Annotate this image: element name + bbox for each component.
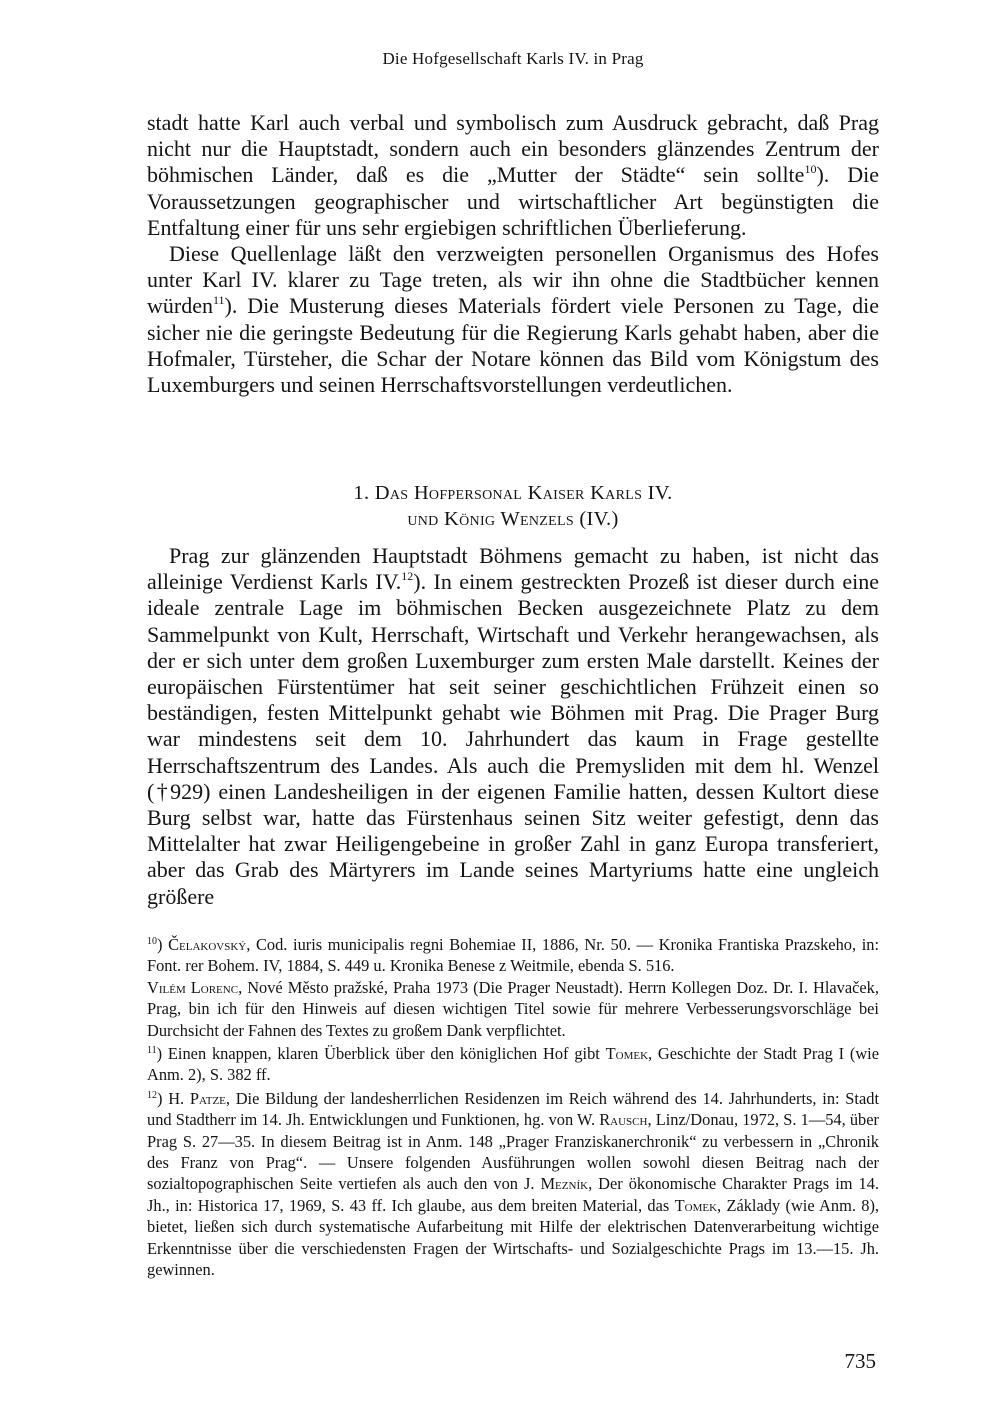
paragraph-1-text-cont: ). Die Voraussetzungen geographischer und wirtschaftlicher Art begünstigten die Entfaltung einer für uns sehr ergiebigen schriftlichen Überlieferung. [147,162,879,240]
footnote-text: , Geschichte der Stadt Prag I (wie Anm. 2), S. 382 ff. [147,1044,879,1085]
section-heading-line-2: und König Wenzels (IV.) [407,508,619,530]
footnote-marker-12: 12 [147,1089,157,1101]
footnote-12: $^{12}$) H. Patze, Die Bildung der landesherrlichen Residenzen im Reich während des 14. Jahrhunderts, in: Stadt und Stadtherr im 14. Jh. Entwicklungen und Funktionen, hg. von W. Rausch, Linz/Donau, 1972, S. 1—54, über Prag S. 27—35. In diesem Beitrag ist in Anm. 148 „Prager Franziskanerchronik“ zu verbessern in „Chronik des Franz von Prag“. — Unsere folgenden Ausführungen wollen sowohl diesen Beitrag nach der sozialtopographischen Seite vertiefen als auch den von J. Mezník, Der ökonomische Charakter Prags im 14. Jh., in: Historica 17, 1969, S. 43 ff. Ich glaube, aus dem breiten Material, das Tomek, Základy (wie Anm. 8), bietet, ließen sich durch systematische Aufarbeitung mit Hilfe der elektrischen Datenverarbeitung wichtige Erkenntnisse über die verschiedensten Fragen der Wirtschafts- und Sozialgeschichte Prags im 13.—15. Jh. gewinnen. [147,1088,879,1280]
footnote-author: Tomek [605,1044,649,1064]
paragraph-3 [147,543,879,910]
section-heading-line-1: 1. Das Hofpersonal Kaiser Karls IV. [353,482,673,504]
paragraph-2-text-cont: ). Die Musterung dieses Materials fördert viele Personen zu Tage, die sicher nie die geringste Bedeutung für die Regierung Karls gehabt haben, aber die Hofmaler, Türsteher, die Schar der Notare können das Bild vom Königstum des Luxemburgers und seinen Herrschaftsvorstellungen verdeutlichen. [147,293,879,398]
footnote-author: Mezník [540,1174,589,1194]
footnote-ref-11: 11 [212,293,225,308]
running-header: Die Hofgesellschaft Karls IV. in Prag [382,49,644,68]
paragraph-2-text: Diese Quellenlage läßt den verzweigten personellen Organismus des Hofes unter Karl IV. klarer zu Tage treten, als wir ihn ohne die Stadtbücher kennen würden [147,241,879,319]
body-text-lower [147,543,879,910]
footnote-author: Rausch [599,1110,648,1130]
footnote-author: Vilém Lorenc [147,977,239,997]
paragraph-1-text: stadt hatte Karl auch verbal und symbolisch zum Ausdruck gebracht, daß Prag nicht nur die Hauptstadt, sondern auch ein besonders glänzendes Zentrum der böhmischen Länder, daß es die „Mutter der Städte“ sein sollte [147,110,879,188]
footnote-text: , Cod. iuris municipalis regni Bohemiae II, 1886, Nr. 50. — Kronika Frantiska Prazskeho, in: Font. rer Bohem. IV, 1884, S. 449 u. Kronika Benese z Weitmile, ebenda S. 516. [147,935,879,976]
footnote-author: Patze [189,1088,226,1108]
page-number: 735 [844,1349,876,1373]
footnote-text: , Der ökonomische Charakter Prags im 14. Jh., in: Historica 17, 1969, S. 43 ff. Ich glaube, aus dem breiten Material, das [147,1174,879,1215]
footnote-11: $^{11}$) Einen knappen, klaren Überblick über den königlichen Hof gibt Tomek, Geschichte der Stadt Prag I (wie Anm. 2), S. 382 ff. [147,1044,879,1085]
footnote-text: , Linz/Donau, 1972, S. 1—54, über Prag S. 27—35. In diesem Beitrag ist in Anm. 148 „Prager Franziskanerchronik“ zu verbessern in „Chronik des Franz von Prag“. — Unsere folgenden Ausführungen wollen sowohl diesen Beitrag nach der sozialtopographischen Seite vertiefen als auch den von J. [147,1110,879,1194]
footnote-text: , Nové Město pražské, Praha 1973 (Die Prager Neustadt). Herrn Kollegen Doz. Dr. I. Hlavaček, Prag, bin ich für den Hinweis auf diesen wichtigen Titel sowie für mehrere Verbesserungsvorschläge bei Durchsicht der Fahnen des Textes zu großem Dank verpflichtet. [147,977,879,1040]
footnote-author: Čelakovský [168,935,247,954]
footnote-author: Tomek [674,1195,718,1215]
footnote-text: , Die Bildung der landesherrlichen Residenzen im Reich während des 14. Jahrhunderts, in: Stadt und Stadtherr im 14. Jh. Entwicklungen und Funktionen, hg. von W. [147,1088,879,1130]
footnote-marker-10: 10 [147,936,157,947]
paragraph-1 [147,110,879,241]
book-page [147,0,879,1419]
footnote-text: , Základy (wie Anm. 8), bietet, ließen sich durch systematische Aufarbeitung mit Hilfe der elektrischen Datenverarbeitung wichtige Erkenntnisse über die verschiedensten Fragen der Wirtschafts- und Sozialgeschichte Prags im 13.—15. Jh. gewinnen. [147,1195,879,1280]
footnote-ref-10: 10 [804,162,817,177]
footnote-10: $^{10}$) Čelakovský, Cod. iuris municipalis regni Bohemiae II, 1886, Nr. 50. — Kronika Frantiska Prazskeho, in: Font. rer Bohem. IV, 1884, S. 449 u. Kronika Benese z Weitmile, ebenda S. 516. Vilém Lorenc, Nové Město pražské, Praha 1973 (Die Prager Neustadt). Herrn Kollegen Doz. Dr. I. Hlavaček, Prag, bin ich für den Hinweis auf diesen wichtigen Titel sowie für mehrere Verbesserungsvorschläge bei Durchsicht der Fahnen des Textes zu großem Dank verpflichtet. [147,935,879,1040]
section-heading [147,480,879,532]
paragraph-3-text-cont: ). In einem gestreckten Prozeß ist dieser durch eine ideale zentrale Lage im böhmischen Becken ausgezeichnete Platz zu dem Sammelpunkt von Kult, Herrschaft, Wirtschaft und Verkehr herangewachsen, als der er sich unter dem großen Luxemburger zum ersten Male darstellt. Keines der europäischen Fürstentümer hat seit seiner geschichtlichen Frühzeit einen so beständigen, festen Mittelpunkt gehabt wie Böhmen mit Prag. Die Prager Burg war mindestens seit dem 10. Jahrhundert das kaum in Frage gestellte Herrschaftszentrum des Landes. Als auch die Premysliden mit dem hl. Wenzel (†929) einen Landesheiligen in der eigenen Familie hatten, dessen Kultort diese Burg selbst war, hatte das Fürstenhaus seinen Sitz weiter gefestigt, denn das Mittelalter hat zwar Heiligengebeine in großer Zahl in ganz Europa transferiert, aber das Grab des Märtyrers im Lande seines Martyriums hatte eine ungleich größere [147,569,879,909]
footnote-ref-12: 12 [401,569,414,584]
footnote-text: Einen knappen, klaren Überblick über den königlichen Hof gibt [162,1044,606,1064]
body-text-upper [147,110,879,398]
paragraph-2 [147,241,879,398]
footnotes [147,934,879,1283]
footnote-text: H. [162,1088,190,1108]
paragraph-3-text: Prag zur glänzenden Hauptstadt Böhmens gemacht zu haben, ist nicht das alleinige Verdienst Karls IV. [147,543,879,595]
footnote-marker-11: 11 [147,1045,157,1057]
